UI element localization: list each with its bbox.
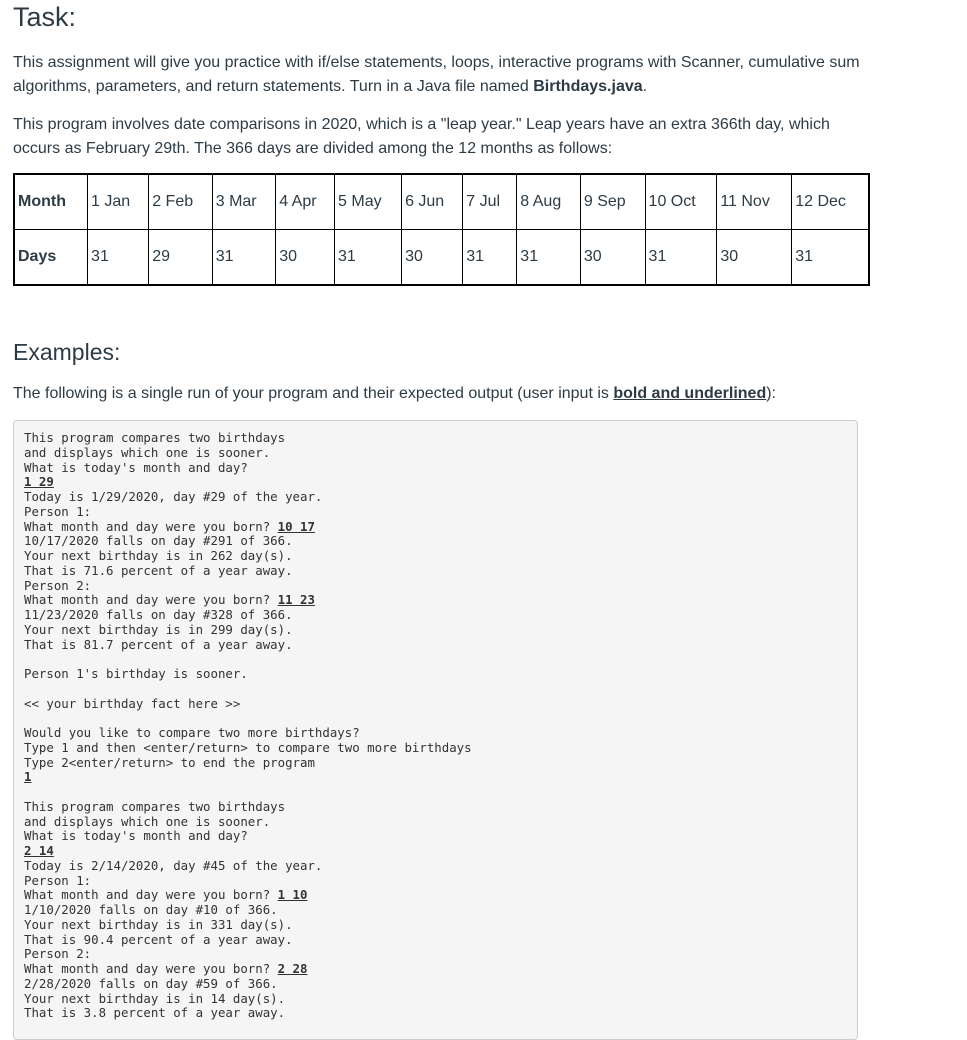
console-line <box>24 638 857 653</box>
console-line <box>24 888 857 903</box>
console-output-text: What is today's month and day? <box>24 459 248 475</box>
task-heading: Task: <box>13 2 77 32</box>
console-output-text: Would you like to compare two more birthdays? <box>24 725 360 740</box>
console-line <box>24 756 857 771</box>
console-line <box>24 741 857 756</box>
console-output-text: That is 90.4 percent of a year away. <box>24 931 293 947</box>
user-input: 1 10 <box>277 887 308 903</box>
console-output-text: 1/10/2020 falls on day #10 of 366. <box>24 902 278 917</box>
console-line <box>24 726 857 741</box>
console-output-text: 2/28/2020 falls on day #59 of 366. <box>24 975 278 991</box>
examples-intro-text: The following is a single run of your program and their expected output (user input is <box>13 385 614 402</box>
user-input: 10 17 <box>277 518 315 534</box>
task-intro-text: This assignment will give you practice with if/else statements, loops, interactive programs with Scanner, cumulative sum algorithms, parameters, and return statements. Turn in a Java file named <box>13 54 860 95</box>
console-output-text: Person 1: <box>24 872 92 888</box>
console-output-text: Person 2: <box>24 577 92 593</box>
console-line <box>24 829 857 844</box>
console-line <box>24 977 857 992</box>
days-cell: 30 <box>717 230 792 286</box>
examples-intro <box>13 382 853 406</box>
console-output-text: Today is 2/14/2020, day #45 of the year. <box>24 857 323 873</box>
days-row-header: Days <box>14 230 88 286</box>
console-line <box>24 947 857 962</box>
month-cell: 10 Oct <box>645 174 717 230</box>
console-line <box>24 962 857 977</box>
filename-bold: Birthdays.java <box>533 78 643 95</box>
days-row <box>14 230 869 286</box>
console-line <box>24 623 857 638</box>
console-line <box>24 579 857 594</box>
console-line <box>24 859 857 874</box>
console-line <box>24 903 857 918</box>
console-line <box>24 475 857 490</box>
console-line <box>24 490 857 505</box>
days-cell: 29 <box>149 230 213 286</box>
console-line <box>24 682 857 697</box>
console-output-text: What month and day were you born? <box>24 887 278 903</box>
month-cell: 11 Nov <box>717 174 792 230</box>
console-line <box>24 785 857 800</box>
console-line <box>24 1006 857 1021</box>
user-input: 2 28 <box>277 961 308 976</box>
month-cell: 7 Jul <box>463 174 517 230</box>
console-line <box>24 431 857 446</box>
console-line <box>24 564 857 579</box>
console-line <box>24 461 857 476</box>
month-cell: 2 Feb <box>149 174 213 230</box>
days-cell: 31 <box>335 230 402 286</box>
console-output-text: Your next birthday is in 14 day(s). <box>24 990 286 1006</box>
console-output-text: Person 1's birthday is sooner. <box>24 666 248 681</box>
console-output-text: What month and day were you born? <box>24 961 278 976</box>
console-output-text: 11/23/2020 falls on day #328 of 366. <box>24 607 293 622</box>
console-output-text: That is 71.6 percent of a year away. <box>24 562 293 578</box>
console-output-text: What month and day were you born? <box>24 592 278 608</box>
leap-year-paragraph: This program involves date comparisons in 2020, which is a "leap year." Leap years have an extra 366th day, which occurs as February 29th. The 366 days are divided among the 12 months as follows: <box>13 116 830 157</box>
console-line <box>24 520 857 535</box>
user-input: 2 14 <box>24 843 54 858</box>
month-cell: 4 Apr <box>276 174 335 230</box>
console-output-text: Today is 1/29/2020, day #29 of the year. <box>24 489 323 504</box>
console-output-text: and displays which one is sooner. <box>24 444 271 460</box>
console-line <box>24 446 857 461</box>
console-line <box>24 800 857 815</box>
days-cell: 31 <box>517 230 581 286</box>
console-line <box>24 711 857 726</box>
month-cell: 1 Jan <box>88 174 149 230</box>
user-input: 11 23 <box>277 592 315 608</box>
console-line <box>24 844 857 859</box>
console-output-text: That is 81.7 percent of a year away. <box>24 636 293 652</box>
examples-intro-end: ): <box>766 385 776 402</box>
month-row-header: Month <box>14 174 88 230</box>
console-line <box>24 608 857 623</box>
days-cell: 30 <box>276 230 335 286</box>
days-cell: 31 <box>463 230 517 286</box>
console-output-text: This program compares two birthdays <box>24 430 286 445</box>
days-cell: 30 <box>580 230 645 286</box>
console-line <box>24 549 857 564</box>
month-cell: 6 Jun <box>402 174 463 230</box>
days-cell: 31 <box>88 230 149 286</box>
console-output-text: 10/17/2020 falls on day #291 of 366. <box>24 533 293 549</box>
console-output-text: Your next birthday is in 299 day(s). <box>24 621 293 637</box>
bold-underlined-emphasis: bold and underlined <box>613 385 767 402</box>
console-line <box>24 534 857 549</box>
console-output-text: Your next birthday is in 262 day(s). <box>24 548 293 563</box>
console-output-text: Type 1 and then <enter/return> to compare two more birthdays <box>24 739 472 755</box>
days-cell: 31 <box>645 230 717 286</box>
console-output-text: Person 2: <box>24 946 92 962</box>
console-line <box>24 933 857 948</box>
console-output-text: and displays which one is sooner. <box>24 813 271 829</box>
console-output-text: Type 2<enter/return> to end the program <box>24 754 315 770</box>
console-line <box>24 770 857 785</box>
month-cell: 5 May <box>335 174 402 230</box>
task-intro <box>13 51 873 99</box>
console-line <box>24 593 857 608</box>
examples-heading: Examples: <box>13 339 121 365</box>
month-cell: 8 Aug <box>517 174 581 230</box>
month-cell: 9 Sep <box>580 174 645 230</box>
console-output-text: Person 1: <box>24 503 92 519</box>
month-row <box>14 174 869 230</box>
sample-run-output <box>13 420 858 1040</box>
month-cell: 3 Mar <box>212 174 276 230</box>
console-line <box>24 652 857 667</box>
console-output-text: What is today's month and day? <box>24 828 248 844</box>
console-output-text: What month and day were you born? <box>24 518 278 534</box>
console-output-text: That is 3.8 percent of a year away. <box>24 1005 286 1021</box>
days-cell: 31 <box>212 230 276 286</box>
days-cell: 31 <box>792 230 869 286</box>
user-input: 1 29 <box>24 474 54 490</box>
month-cell: 12 Dec <box>792 174 869 230</box>
console-line <box>24 505 857 520</box>
days-cell: 30 <box>402 230 463 286</box>
console-line <box>24 918 857 933</box>
task-intro-end: . <box>642 78 648 95</box>
console-line <box>24 815 857 830</box>
console-output-text: This program compares two birthdays <box>24 798 286 814</box>
console-output-text: Your next birthday is in 331 day(s). <box>24 916 293 932</box>
console-line <box>24 667 857 682</box>
console-output-text: << your birthday fact here >> <box>24 695 241 711</box>
user-input: 1 <box>24 769 32 785</box>
console-line <box>24 697 857 712</box>
month-days-table <box>13 173 870 286</box>
console-line <box>24 874 857 889</box>
console-line <box>24 992 857 1007</box>
